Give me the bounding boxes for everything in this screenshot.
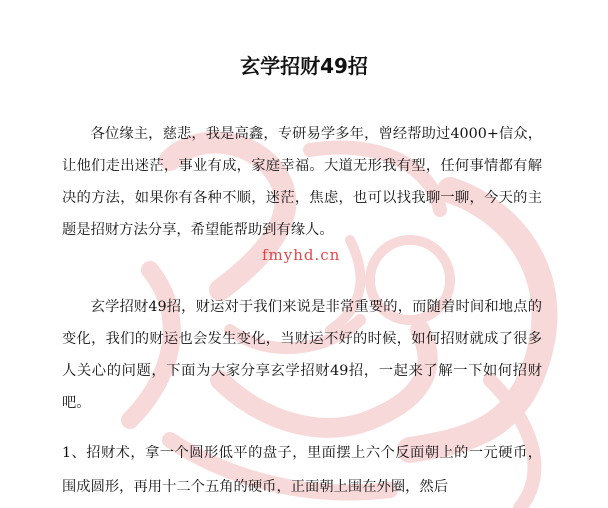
site-watermark-text: fmyhd.cn [262,246,341,264]
intro-paragraph: 各位缘主，慈悲，我是高鑫，专研易学多年，曾经帮助过4000+信众，让他们走出迷茫，事业有成，家庭幸福。大道无形我有型，任何事情都有解决的方法，如果你有各种不顺，迷茫，焦虑，也可以找我聊一聊，今天的主题是招财方法分享，希望能帮助到有缘人。 [62,126,542,238]
method-1-paragraph: 1、招财术，拿一个圆形低平的盘子，里面摆上六个反面朝上的一元硬币，围成圆形，再用十二个五角的硬币，正面朝上围在外圈，然后 [62,445,542,495]
topic-paragraph: 玄学招财49招，财运对于我们来说是非常重要的，而随着时间和地点的变化，我们的财运也会发生变化，当财运不好的时候，如何招财就成了很多人关心的问题，下面为大家分享玄学招财49招，一起来了解一下如何招财吧。 [62,299,542,411]
page-title: 玄学招财49招 [240,54,368,78]
